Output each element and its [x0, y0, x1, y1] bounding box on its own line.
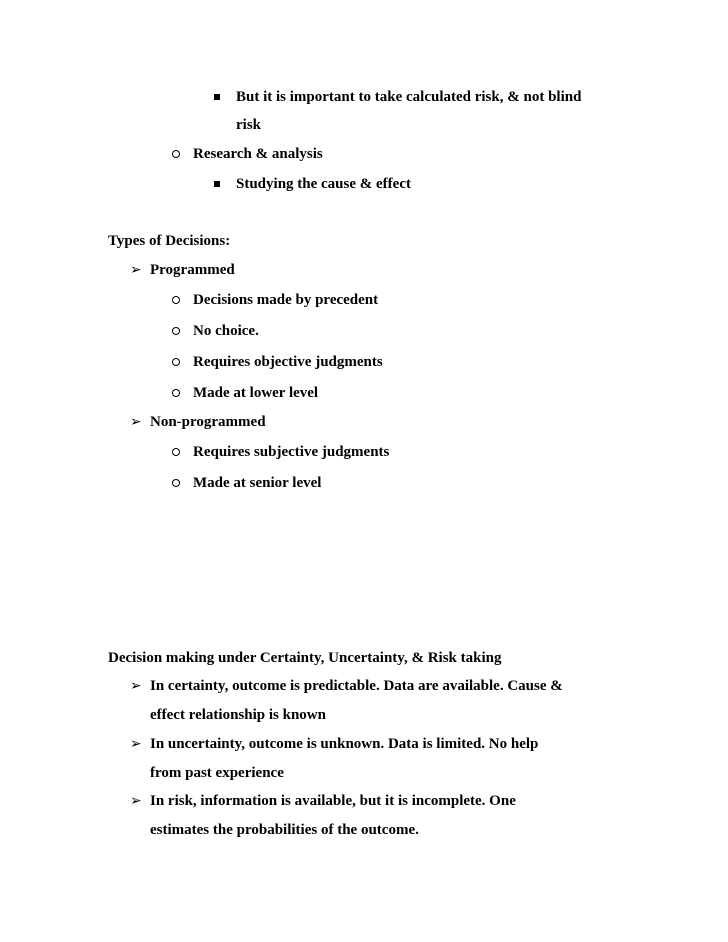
list-item-continuation: effect relationship is known — [150, 707, 326, 723]
list-item-continuation: from past experience — [150, 765, 284, 781]
circle-bullet-icon — [172, 358, 180, 366]
square-bullet-icon — [214, 181, 220, 187]
arrow-bullet-icon: ➢ — [130, 736, 142, 752]
arrow-bullet-icon: ➢ — [130, 793, 142, 809]
arrow-bullet-icon: ➢ — [130, 678, 142, 694]
circle-bullet-icon — [172, 327, 180, 335]
circle-bullet-icon — [172, 389, 180, 397]
arrow-bullet-icon: ➢ — [130, 414, 142, 430]
section-heading: Decision making under Certainty, Uncertainty, & Risk taking — [108, 650, 502, 666]
section-heading: Types of Decisions: — [108, 233, 231, 249]
circle-bullet-icon — [172, 296, 180, 304]
circle-bullet-icon — [172, 448, 180, 456]
list-item-continuation: estimates the probabilities of the outcome. — [150, 822, 419, 838]
list-item-continuation: risk — [236, 117, 262, 133]
circle-bullet-icon — [172, 479, 180, 487]
square-bullet-icon — [214, 94, 220, 100]
arrow-bullet-icon: ➢ — [130, 262, 142, 278]
circle-bullet-icon — [172, 150, 180, 158]
